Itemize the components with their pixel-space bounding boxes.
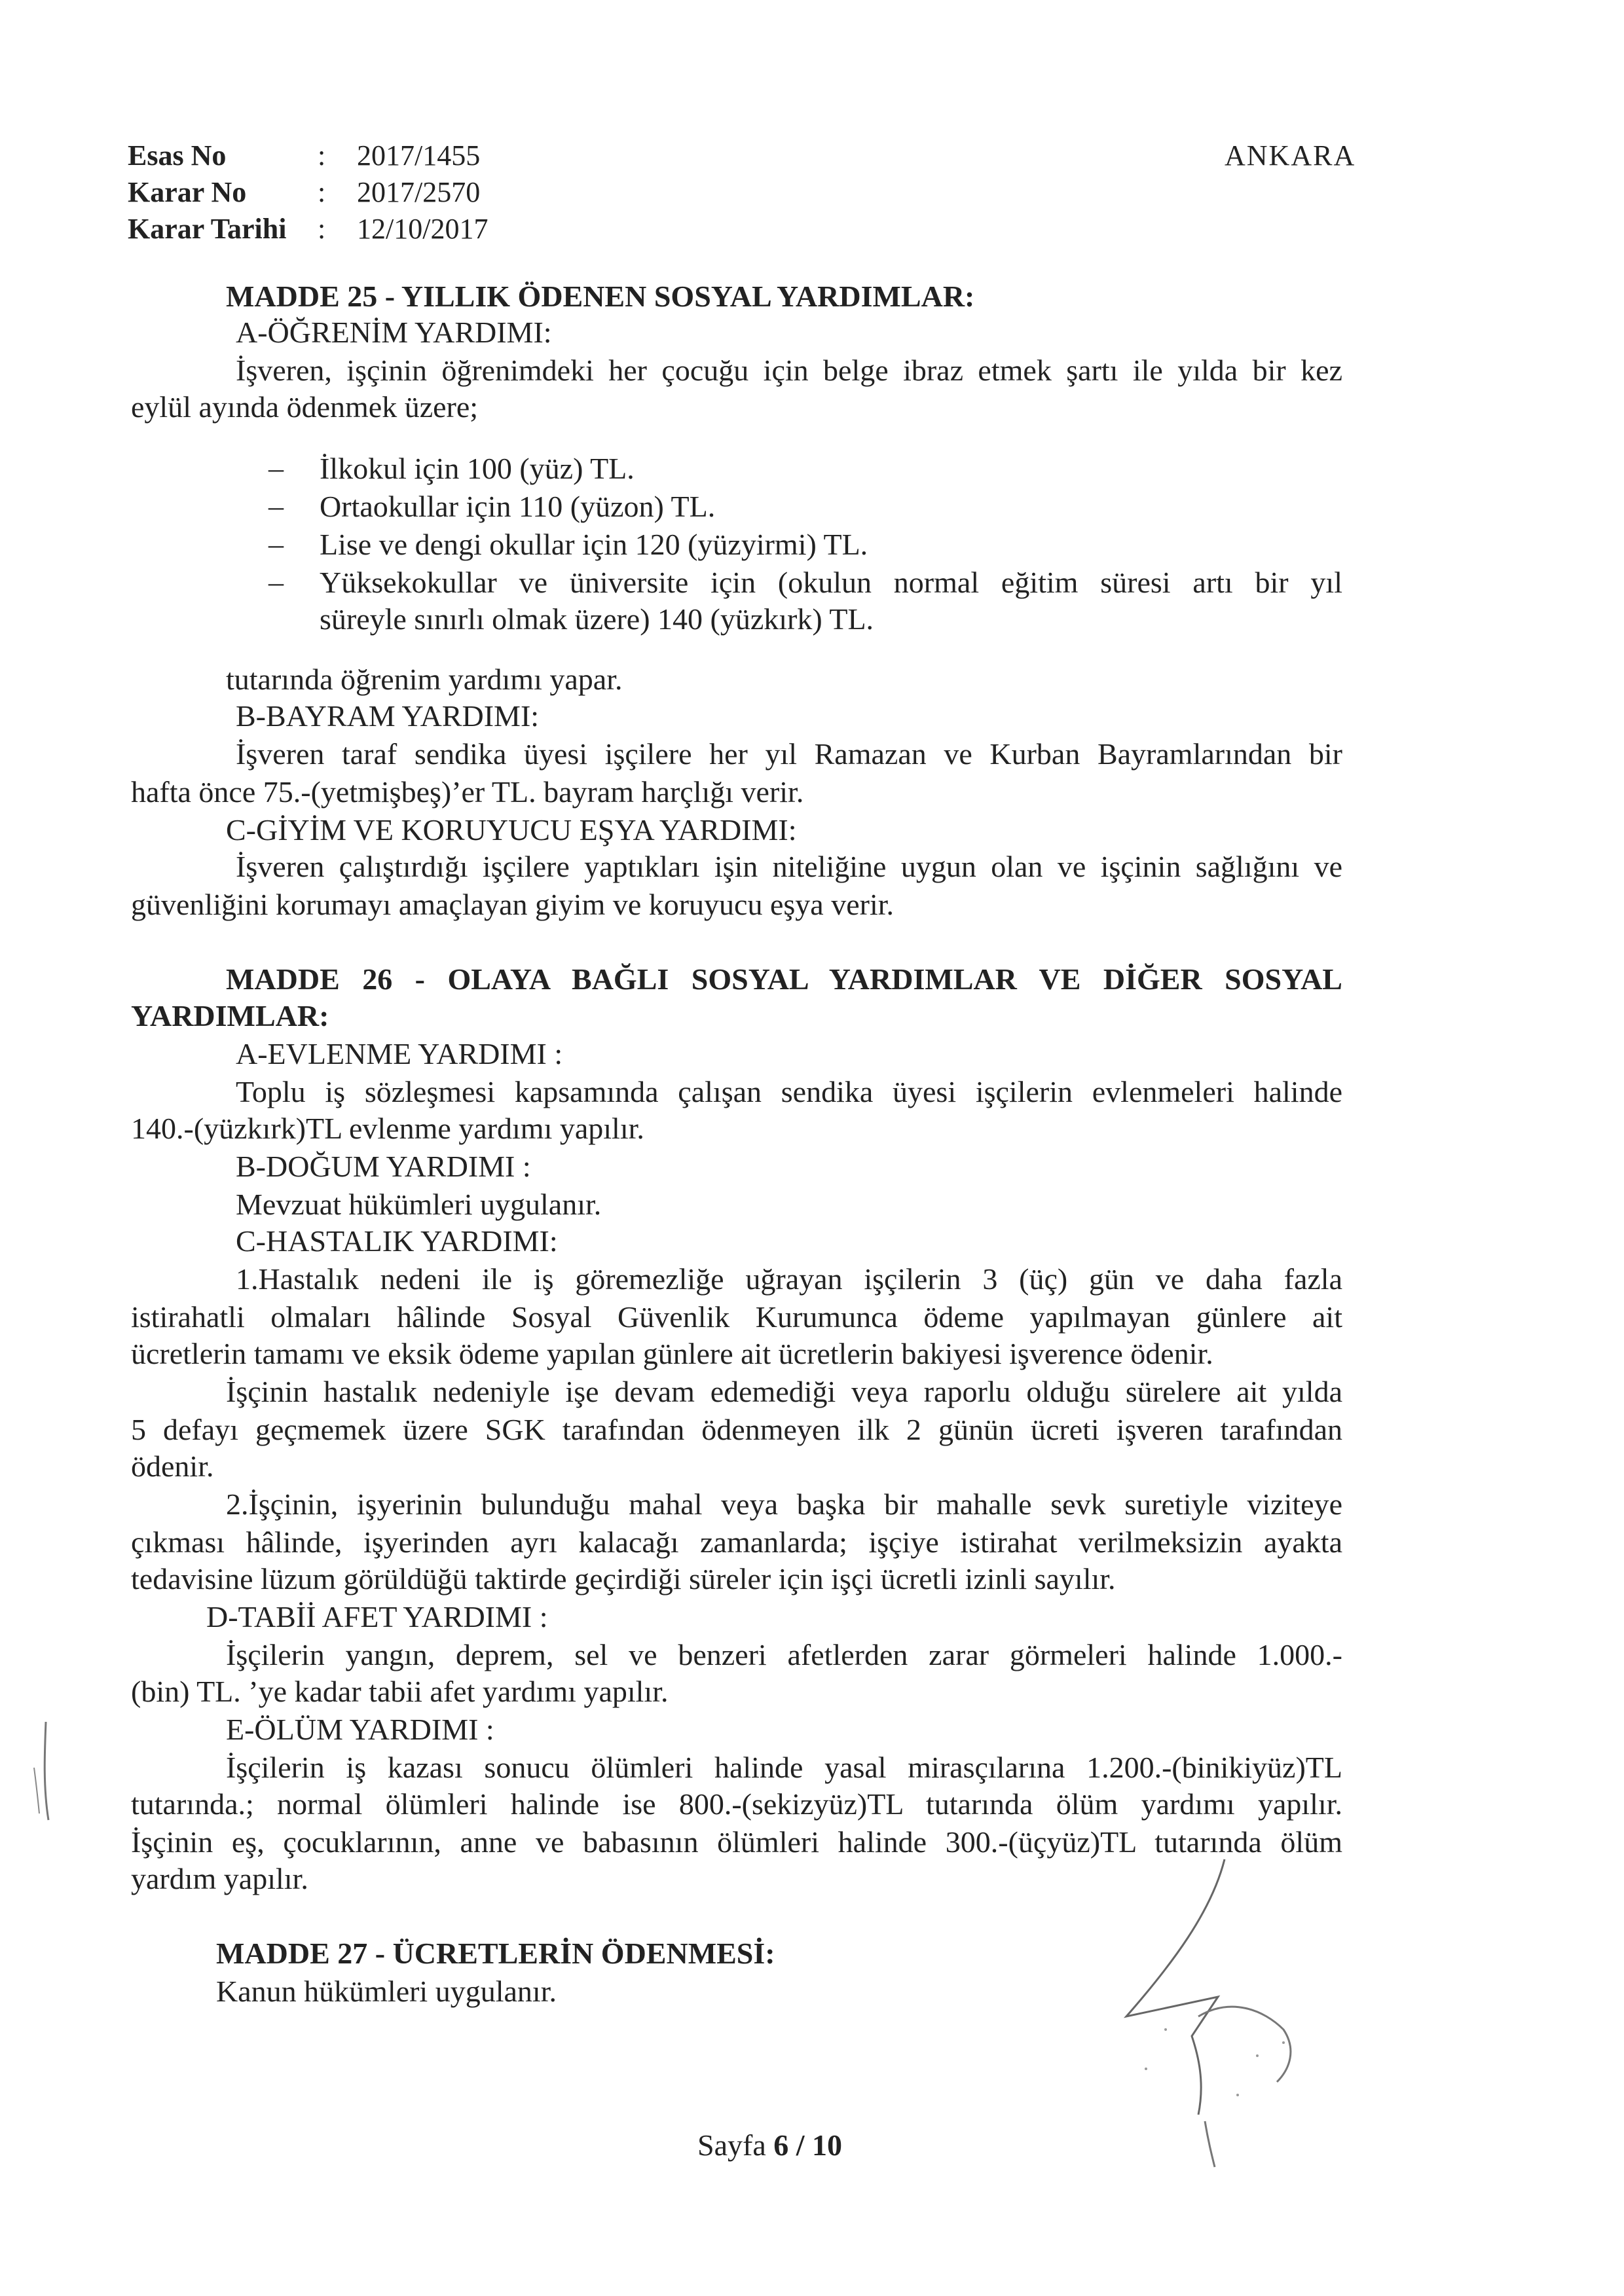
esas-no-colon: : bbox=[318, 139, 326, 172]
list-dash-3: – bbox=[268, 527, 284, 560]
madde-26-title-line2: YARDIMLAR: bbox=[131, 999, 329, 1032]
hastalik-item2-line1: 2.İşçinin, işyerinin bulunduğu mahal veya başka bir mahalle sevk suretiyle viziteye bbox=[226, 1487, 1342, 1521]
dogum-paragraph: Mevzuat hükümleri uygulanır. bbox=[236, 1188, 602, 1221]
page-number: 6 / 10 bbox=[773, 2128, 843, 2162]
karar-no-value: 2017/2570 bbox=[357, 176, 481, 208]
afet-yardimi-title: D-TABİİ AFET YARDIMI : bbox=[206, 1600, 548, 1633]
olum-paragraph-line2: tutarında.; normal ölümleri halinde ise 800.-(sekizyüz)TL tutarında ölüm yardımı yapılır. bbox=[131, 1787, 1342, 1821]
afet-paragraph-line1: İşçilerin yangın, deprem, sel ve benzeri afetlerden zarar görmeleri halinde 1.000.- bbox=[226, 1638, 1342, 1671]
page-footer bbox=[697, 2128, 842, 2162]
list-item-universite-line2: süreyle sınırlı olmak üzere) 140 (yüzkırk) TL. bbox=[320, 602, 874, 636]
esas-no-label: Esas No bbox=[128, 139, 227, 172]
bayram-paragraph-line2: hafta önce 75.-(yetmişbeş)’er TL. bayram harçlığı verir. bbox=[131, 775, 804, 809]
margin-mark bbox=[20, 1715, 65, 1827]
hastalik-sgk-line2: 5 defayı geçmemek üzere SGK tarafından ödenmeyen ilk 2 günün ücreti işveren tarafından bbox=[131, 1413, 1342, 1446]
city-name: ANKARA bbox=[1225, 139, 1356, 172]
madde-26-title-line1: MADDE 26 - OLAYA BAĞLI SOSYAL YARDIMLAR VE DİĞER SOSYAL bbox=[226, 962, 1342, 996]
list-item-ilkokul: İlkokul için 100 (yüz) TL. bbox=[320, 452, 635, 485]
hastalik-sgk-line1: İşçinin hastalık nedeniyle işe devam edemediği veya raporlu olduğu sürelere ait yılda bbox=[226, 1375, 1342, 1408]
list-item-ortaokul: Ortaokullar için 110 (yüzon) TL. bbox=[320, 490, 716, 523]
list-dash-2: – bbox=[268, 489, 284, 522]
karar-tarihi-colon: : bbox=[318, 213, 326, 245]
karar-tarihi-row bbox=[128, 212, 488, 246]
esas-no-row bbox=[128, 139, 480, 173]
ogrenim-end-line: tutarında öğrenim yardımı yapar. bbox=[226, 663, 623, 696]
karar-tarihi-label: Karar Tarihi bbox=[128, 213, 287, 245]
karar-tarihi-value: 12/10/2017 bbox=[357, 213, 489, 245]
olum-paragraph-line4: yardım yapılır. bbox=[131, 1862, 308, 1895]
ogrenim-yardimi-title: A-ÖĞRENİM YARDIMI: bbox=[236, 316, 552, 349]
madde-25-title: MADDE 25 - YILLIK ÖDENEN SOSYAL YARDIMLAR: bbox=[226, 280, 975, 313]
bayram-yardimi-title: B-BAYRAM YARDIMI: bbox=[236, 699, 540, 733]
olum-paragraph-line3: İşçinin eş, çocuklarının, anne ve babasının ölümleri halinde 300.-(üçyüz)TL tutarında ölüm bbox=[131, 1825, 1342, 1859]
hastalik-yardimi-title: C-HASTALIK YARDIMI: bbox=[236, 1224, 558, 1258]
bayram-paragraph-line1: İşveren taraf sendika üyesi işçilere her yıl Ramazan ve Kurban Bayramlarından bir bbox=[236, 737, 1342, 771]
list-dash-1: – bbox=[268, 451, 284, 484]
ogrenim-paragraph-line1: İşveren, işçinin öğrenimdeki her çocuğu için belge ibraz etmek şartı ile yılda bir kez bbox=[236, 354, 1342, 387]
list-item-universite-line1: Yüksekokullar ve üniversite için (okulun normal eğitim süresi artı bir yıl bbox=[320, 566, 1342, 599]
page-label: Sayfa bbox=[697, 2128, 766, 2162]
olum-yardimi-title: E-ÖLÜM YARDIMI : bbox=[226, 1713, 494, 1746]
hastalik-item2-line3: tedavisine lüzum görüldüğü taktirde geçirdiği süreler için işçi ücretli izinli sayılır. bbox=[131, 1562, 1116, 1595]
handwritten-signature bbox=[1067, 1833, 1356, 2174]
karar-no-row bbox=[128, 175, 480, 210]
madde-27-paragraph: Kanun hükümleri uygulanır. bbox=[216, 1975, 557, 2008]
hastalik-item1-line1: 1.Hastalık nedeni ile iş göremezliğe uğrayan işçilerin 3 (üç) gün ve daha fazla bbox=[236, 1262, 1342, 1296]
giyim-yardimi-title: C-GİYİM VE KORUYUCU EŞYA YARDIMI: bbox=[226, 813, 797, 847]
olum-paragraph-line1: İşçilerin iş kazası sonucu ölümleri halinde yasal mirasçılarına 1.200.-(binikiyüz)TL bbox=[226, 1751, 1342, 1784]
evlenme-paragraph-line2: 140.-(yüzkırk)TL evlenme yardımı yapılır. bbox=[131, 1112, 644, 1145]
madde-27-title: MADDE 27 - ÜCRETLERİN ÖDENMESİ: bbox=[216, 1937, 775, 1970]
list-item-lise: Lise ve dengi okullar için 120 (yüzyirmi) TL. bbox=[320, 528, 868, 561]
giyim-paragraph-line2: güvenliğini korumayı amaçlayan giyim ve koruyucu eşya verir. bbox=[131, 888, 895, 921]
afet-paragraph-line2: (bin) TL. ’ye kadar tabii afet yardımı yapılır. bbox=[131, 1675, 669, 1708]
evlenme-yardimi-title: A-EVLENME YARDIMI : bbox=[236, 1037, 563, 1070]
esas-no-value: 2017/1455 bbox=[357, 139, 481, 172]
hastalik-item1-line2: istirahatli olmaları hâlinde Sosyal Güvenlik Kurumunca ödeme yapılmayan günlere ait bbox=[131, 1300, 1342, 1334]
dogum-yardimi-title: B-DOĞUM YARDIMI : bbox=[236, 1150, 531, 1183]
hastalik-sgk-line3: ödenir. bbox=[131, 1449, 214, 1483]
karar-no-colon: : bbox=[318, 176, 326, 208]
evlenme-paragraph-line1: Toplu iş sözleşmesi kapsamında çalışan sendika üyesi işçilerin evlenmeleri halinde bbox=[236, 1075, 1342, 1108]
giyim-paragraph-line1: İşveren çalıştırdığı işçilere yaptıkları işin niteliğine uygun olan ve işçinin sağlığını ve bbox=[236, 850, 1342, 883]
hastalik-item2-line2: çıkması hâlinde, işyerinden ayrı kalacağı zamanlarda; işçiye istirahat verilmeksizin ayakta bbox=[131, 1525, 1342, 1559]
ogrenim-paragraph-line2: eylül ayında ödenmek üzere; bbox=[131, 390, 479, 424]
hastalik-item1-line3: ücretlerin tamamı ve eksik ödeme yapılan günlere ait ücretlerin bakiyesi işverence ödenir. bbox=[131, 1337, 1213, 1370]
karar-no-label: Karar No bbox=[128, 176, 247, 208]
list-dash-4: – bbox=[268, 565, 284, 598]
